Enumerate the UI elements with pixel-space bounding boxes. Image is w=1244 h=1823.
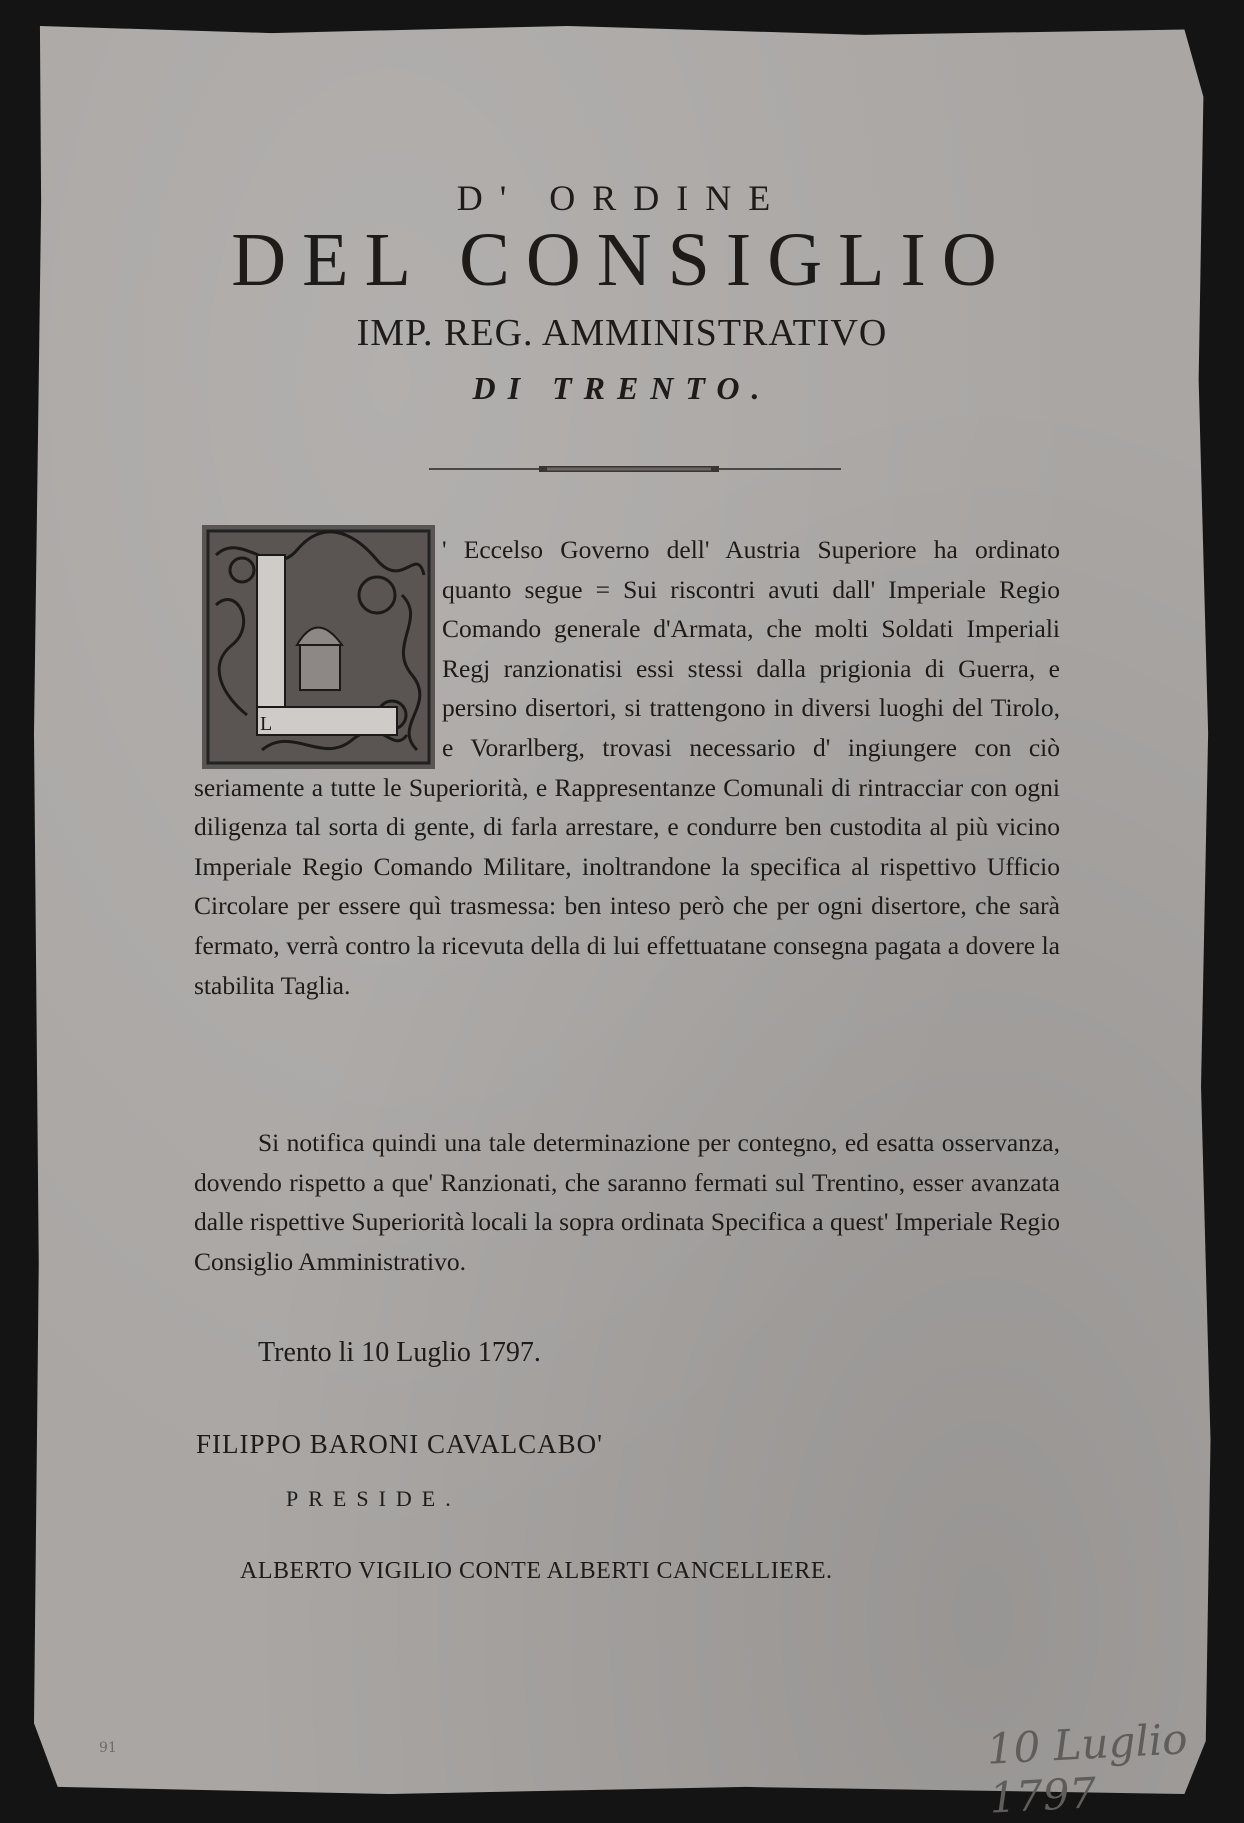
body-paragraph-2: Si notifica quindi una tale determinazione per contegno, ed esatta osservanza, dovendo rispetto a que' Ranzionati, che saranno fermati sul Trentino, esser avanzata dalle rispettive Superiorità locali la sopra ordinata Specifica a quest' Imperiale Regio Consiglio Amministrativo.: [194, 1128, 1060, 1276]
date-line: Trento li 10 Luglio 1797.: [258, 1337, 541, 1368]
ornamental-rule: [429, 464, 841, 474]
signatory-title: PRESIDE.: [286, 1486, 461, 1511]
header-amministrativo: IMP. REG. AMMINISTRATIVO: [356, 312, 888, 354]
handwritten-date: 10 Luglio 1797: [985, 1714, 1189, 1823]
signatory-name: FILIPPO BARONI CAVALCABO': [196, 1429, 603, 1459]
header-ordine: D' ORDINE: [456, 178, 788, 218]
chancellor-line: ALBERTO VIGILIO CONTE ALBERTI CANCELLIERE.: [240, 1558, 833, 1584]
dropcap-space: [194, 530, 442, 766]
margin-number: 91: [99, 1740, 117, 1756]
header-trento: DI TRENTO.: [472, 370, 772, 406]
body-paragraph-1-text: ' Eccelso Governo dell' Austria Superiore ha ordinato quanto segue = Sui riscontri avuti dall' Imperiale Regio Comando generale d'Armata, che molti Soldati Imperiali Regj ranzionatisi essi stessi dalla prigionia di Guerra, e persino disertori, si trattengono in diversi luoghi del Tirolo, e Vorarlberg, trovasi necessario d' ingiungere con ciò seriamente a tutte le Superiorità, e Rappresentanze Comunali di rintracciar con ogni diligenza tal sorta di gente, di farla arrestare, e condurre ben custodita al più vicino Imperiale Regio Comando Militare, inoltrandone la specifica al rispettivo Ufficio Circolare per essere quì trasmessa: ben inteso però che per ogni disertore, che sarà fermato, verrà contro la ricevuta della di lui effettuatane consegna pagata a dovere la stabilita Taglia.: [194, 535, 1060, 1000]
header-consiglio: DEL CONSIGLIO: [231, 218, 1013, 302]
body-paragraph-1: [194, 530, 1060, 1005]
dropcap-letter: L: [260, 713, 273, 735]
